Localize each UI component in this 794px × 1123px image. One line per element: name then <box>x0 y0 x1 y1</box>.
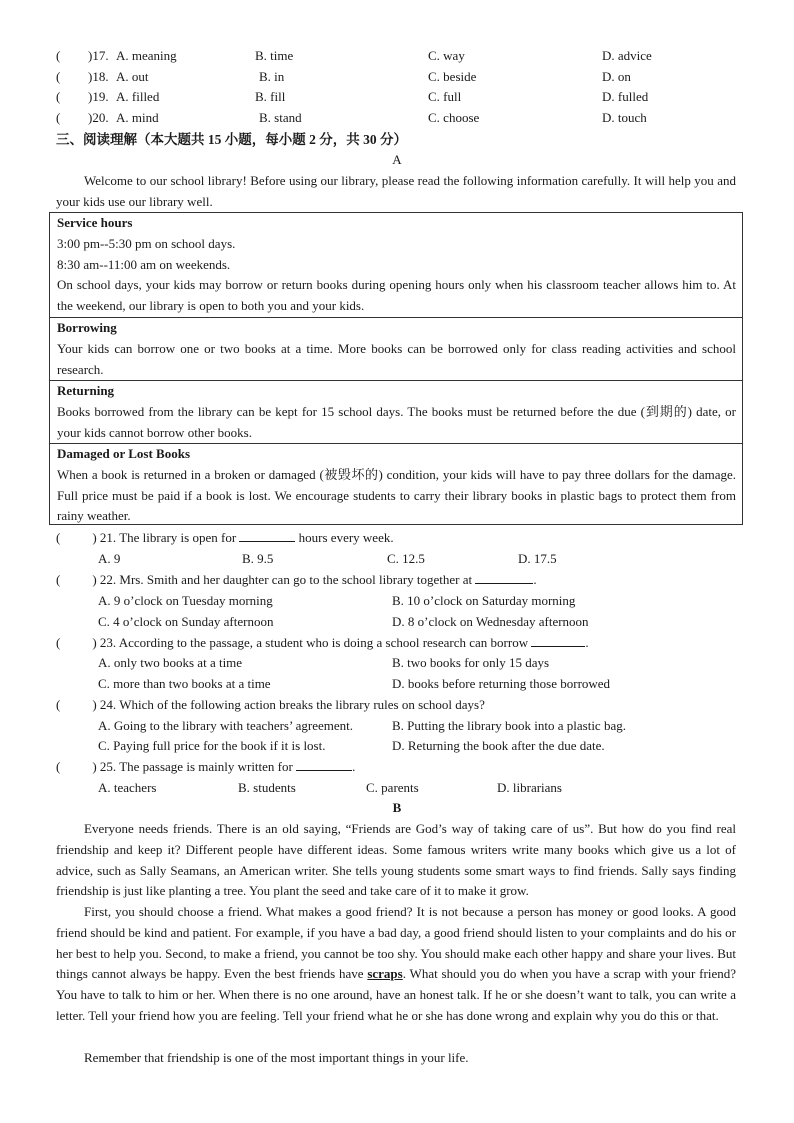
passage-b-paragraph-1: Everyone needs friends. There is an old saying, “Friends are God’s way of taking care of us”. But how do you find real friendship and keep it? Different people have different ideas. Some famous writers write many books which give us a lot of advice, such as Sally Seamans, an American writer. She tells young students some smart ways to find friends. Sally says finding friendship is just like planting a tree. You plant the seed and take care of it to make it grow. <box>56 821 736 899</box>
question-stem: ) 24. Which of the following action breaks the library rules on school days? <box>92 697 485 712</box>
question-stem: ) 22. Mrs. Smith and her daughter can go to the school library together at <box>92 572 473 587</box>
option-c: C. more than two books at a time <box>98 676 271 691</box>
option-d: D. 8 o’clock on Wednesday afternoon <box>392 614 589 629</box>
section-title: 三、阅读理解（本大题共 15 小题，每小题 2 分，共 30 分） <box>56 132 407 147</box>
option-a: A. out <box>116 69 149 84</box>
option-a: A. meaning <box>116 48 177 63</box>
answer-blank <box>531 632 585 647</box>
question-24-options <box>56 715 756 736</box>
cloze-option-row <box>56 87 756 107</box>
paren-open: ( <box>56 635 61 650</box>
option-a: A. only two books at a time <box>98 655 243 670</box>
paren-open: ( <box>56 572 61 587</box>
question-25-options <box>56 777 756 798</box>
option-a: A. teachers <box>98 780 157 795</box>
answer-blank <box>296 756 352 771</box>
question-22-options-2 <box>56 611 756 632</box>
paren-open: ( <box>56 530 61 545</box>
borrowing-heading: Borrowing <box>57 320 117 335</box>
option-b: B. time <box>255 48 294 63</box>
returning-heading: Returning <box>57 383 115 398</box>
library-notice-box <box>49 212 743 525</box>
returning-text: Books borrowed from the library can be kept for 15 school days. The books must be returned before the due (到期的) date, or your kids cannot borrow other books. <box>57 403 736 440</box>
passage-b-paragraph-2 <box>56 902 736 1027</box>
paren-open: ( <box>56 110 61 125</box>
question-22 <box>56 569 756 590</box>
option-b: B. fill <box>255 89 286 104</box>
paragraph-text: . What should you do when you have a scrap with your friend? You have to talk to him or her. When there is no one around, have an honest talk. If he or she doesn’t want to talk, you can write a letter. Tell your friend how you are feeling. Tell your friend what he or she has done wrong and explain why you do this or that. <box>56 966 736 1023</box>
service-hours-text: On school days, your kids may borrow or return books during opening hours only when his classroom teacher allows him to. At the weekend, our library is open to both you and your kids. <box>57 277 736 314</box>
option-c: C. full <box>428 89 462 104</box>
question-tail: . <box>585 635 589 650</box>
answer-blank <box>475 569 533 584</box>
option-b: B. in <box>259 69 285 84</box>
option-b: B. stand <box>259 110 302 125</box>
question-25 <box>56 756 756 777</box>
question-24-options-2 <box>56 735 756 756</box>
option-d: D. on <box>602 69 631 84</box>
question-24 <box>56 694 756 715</box>
option-a: A. 9 o’clock on Tuesday morning <box>98 593 273 608</box>
damaged-section <box>50 443 742 526</box>
option-c: C. way <box>428 48 465 63</box>
paren-open: ( <box>56 89 61 104</box>
question-tail: hours every week. <box>298 530 394 545</box>
paragraph-text: First, you should choose a friend. What makes a good friend? It is not because a person has money or good looks. A good friend should be kind and patient. For example, if you have a bad day, a good friend should listen to your complaints and do his or her best to help you. Second, to make a friend, you cannot be too shy. You should make each other happy and share your lives. But things cannot always be happy. Even the best friends have <box>56 904 736 982</box>
option-b: B. 9.5 <box>242 551 274 566</box>
question-number: )19. <box>88 89 109 104</box>
question-21 <box>56 527 756 548</box>
option-a: A. filled <box>116 89 160 104</box>
option-b: B. two books for only 15 days <box>392 655 550 670</box>
question-stem: ) 23. According to the passage, a student who is doing a school research can borrow <box>92 635 529 650</box>
returning-section <box>50 380 742 444</box>
service-hours-heading: Service hours <box>57 215 133 230</box>
option-d: D. touch <box>602 110 647 125</box>
option-a: A. 9 <box>98 551 121 566</box>
question-23-options-2 <box>56 673 756 694</box>
question-number: )20. <box>88 110 109 125</box>
option-c: C. 4 o’clock on Sunday afternoon <box>98 614 274 629</box>
question-tail: . <box>533 572 537 587</box>
service-hours-line: 3:00 pm--5:30 pm on school days. <box>57 235 236 251</box>
paren-open: ( <box>56 48 61 63</box>
cloze-option-row <box>56 67 756 87</box>
question-stem: ) 25. The passage is mainly written for <box>92 759 293 774</box>
option-b: B. students <box>238 780 296 795</box>
question-23-options <box>56 652 756 673</box>
option-d: D. 17.5 <box>518 551 557 566</box>
passage-b-label: B <box>392 800 402 815</box>
paren-open: ( <box>56 759 61 774</box>
cloze-option-row <box>56 46 756 66</box>
option-a: A. mind <box>116 110 159 125</box>
borrowing-text: Your kids can borrow one or two books at a time. More books can be borrowed only for class reading activities and school research. <box>57 340 736 377</box>
paren-open: ( <box>56 69 61 84</box>
option-a: A. Going to the library with teachers’ agreement. <box>98 718 353 733</box>
question-21-options <box>56 548 756 569</box>
option-b: B. 10 o’clock on Saturday morning <box>392 593 576 608</box>
option-b: B. Putting the library book into a plastic bag. <box>392 718 626 733</box>
option-d: D. Returning the book after the due date. <box>392 738 605 753</box>
option-d: D. advice <box>602 48 652 63</box>
answer-blank <box>239 527 295 542</box>
passage-a-label: A <box>392 152 402 167</box>
option-d: D. librarians <box>497 780 562 795</box>
option-d: D. books before returning those borrowed <box>392 676 611 691</box>
question-22-options <box>56 590 756 611</box>
option-c: C. 12.5 <box>387 551 425 566</box>
option-c: C. Paying full price for the book if it is lost. <box>98 738 326 753</box>
passage-a-intro: Welcome to our school library! Before using our library, please read the following information carefully. It will help you and your kids use our library well. <box>56 173 736 209</box>
damaged-text: When a book is returned in a broken or damaged (被毁坏的) condition, your kids will have to pay three dollars for the damage. Full price must be paid if a book is lost. We encourage students to carry their library books in plastic bags to protect them from rainy weather. <box>57 466 736 524</box>
question-tail: . <box>352 759 356 774</box>
question-stem: ) 21. The library is open for <box>92 530 237 545</box>
question-number: )17. <box>88 48 109 63</box>
option-c: C. parents <box>366 780 419 795</box>
option-d: D. fulled <box>602 89 649 104</box>
option-c: C. beside <box>428 69 477 84</box>
service-hours-line: 8:30 am--11:00 am on weekends. <box>57 256 231 272</box>
question-23 <box>56 632 756 653</box>
cloze-option-row <box>56 108 756 128</box>
option-c: C. choose <box>428 110 480 125</box>
question-number: )18. <box>88 69 109 84</box>
service-hours-section <box>50 213 742 317</box>
borrowing-section <box>50 317 742 381</box>
paren-open: ( <box>56 697 61 712</box>
damaged-heading: Damaged or Lost Books <box>57 446 191 461</box>
keyword-scraps: scraps <box>367 966 403 982</box>
passage-b-paragraph-3: Remember that friendship is one of the most important things in your life. <box>84 1050 469 1065</box>
